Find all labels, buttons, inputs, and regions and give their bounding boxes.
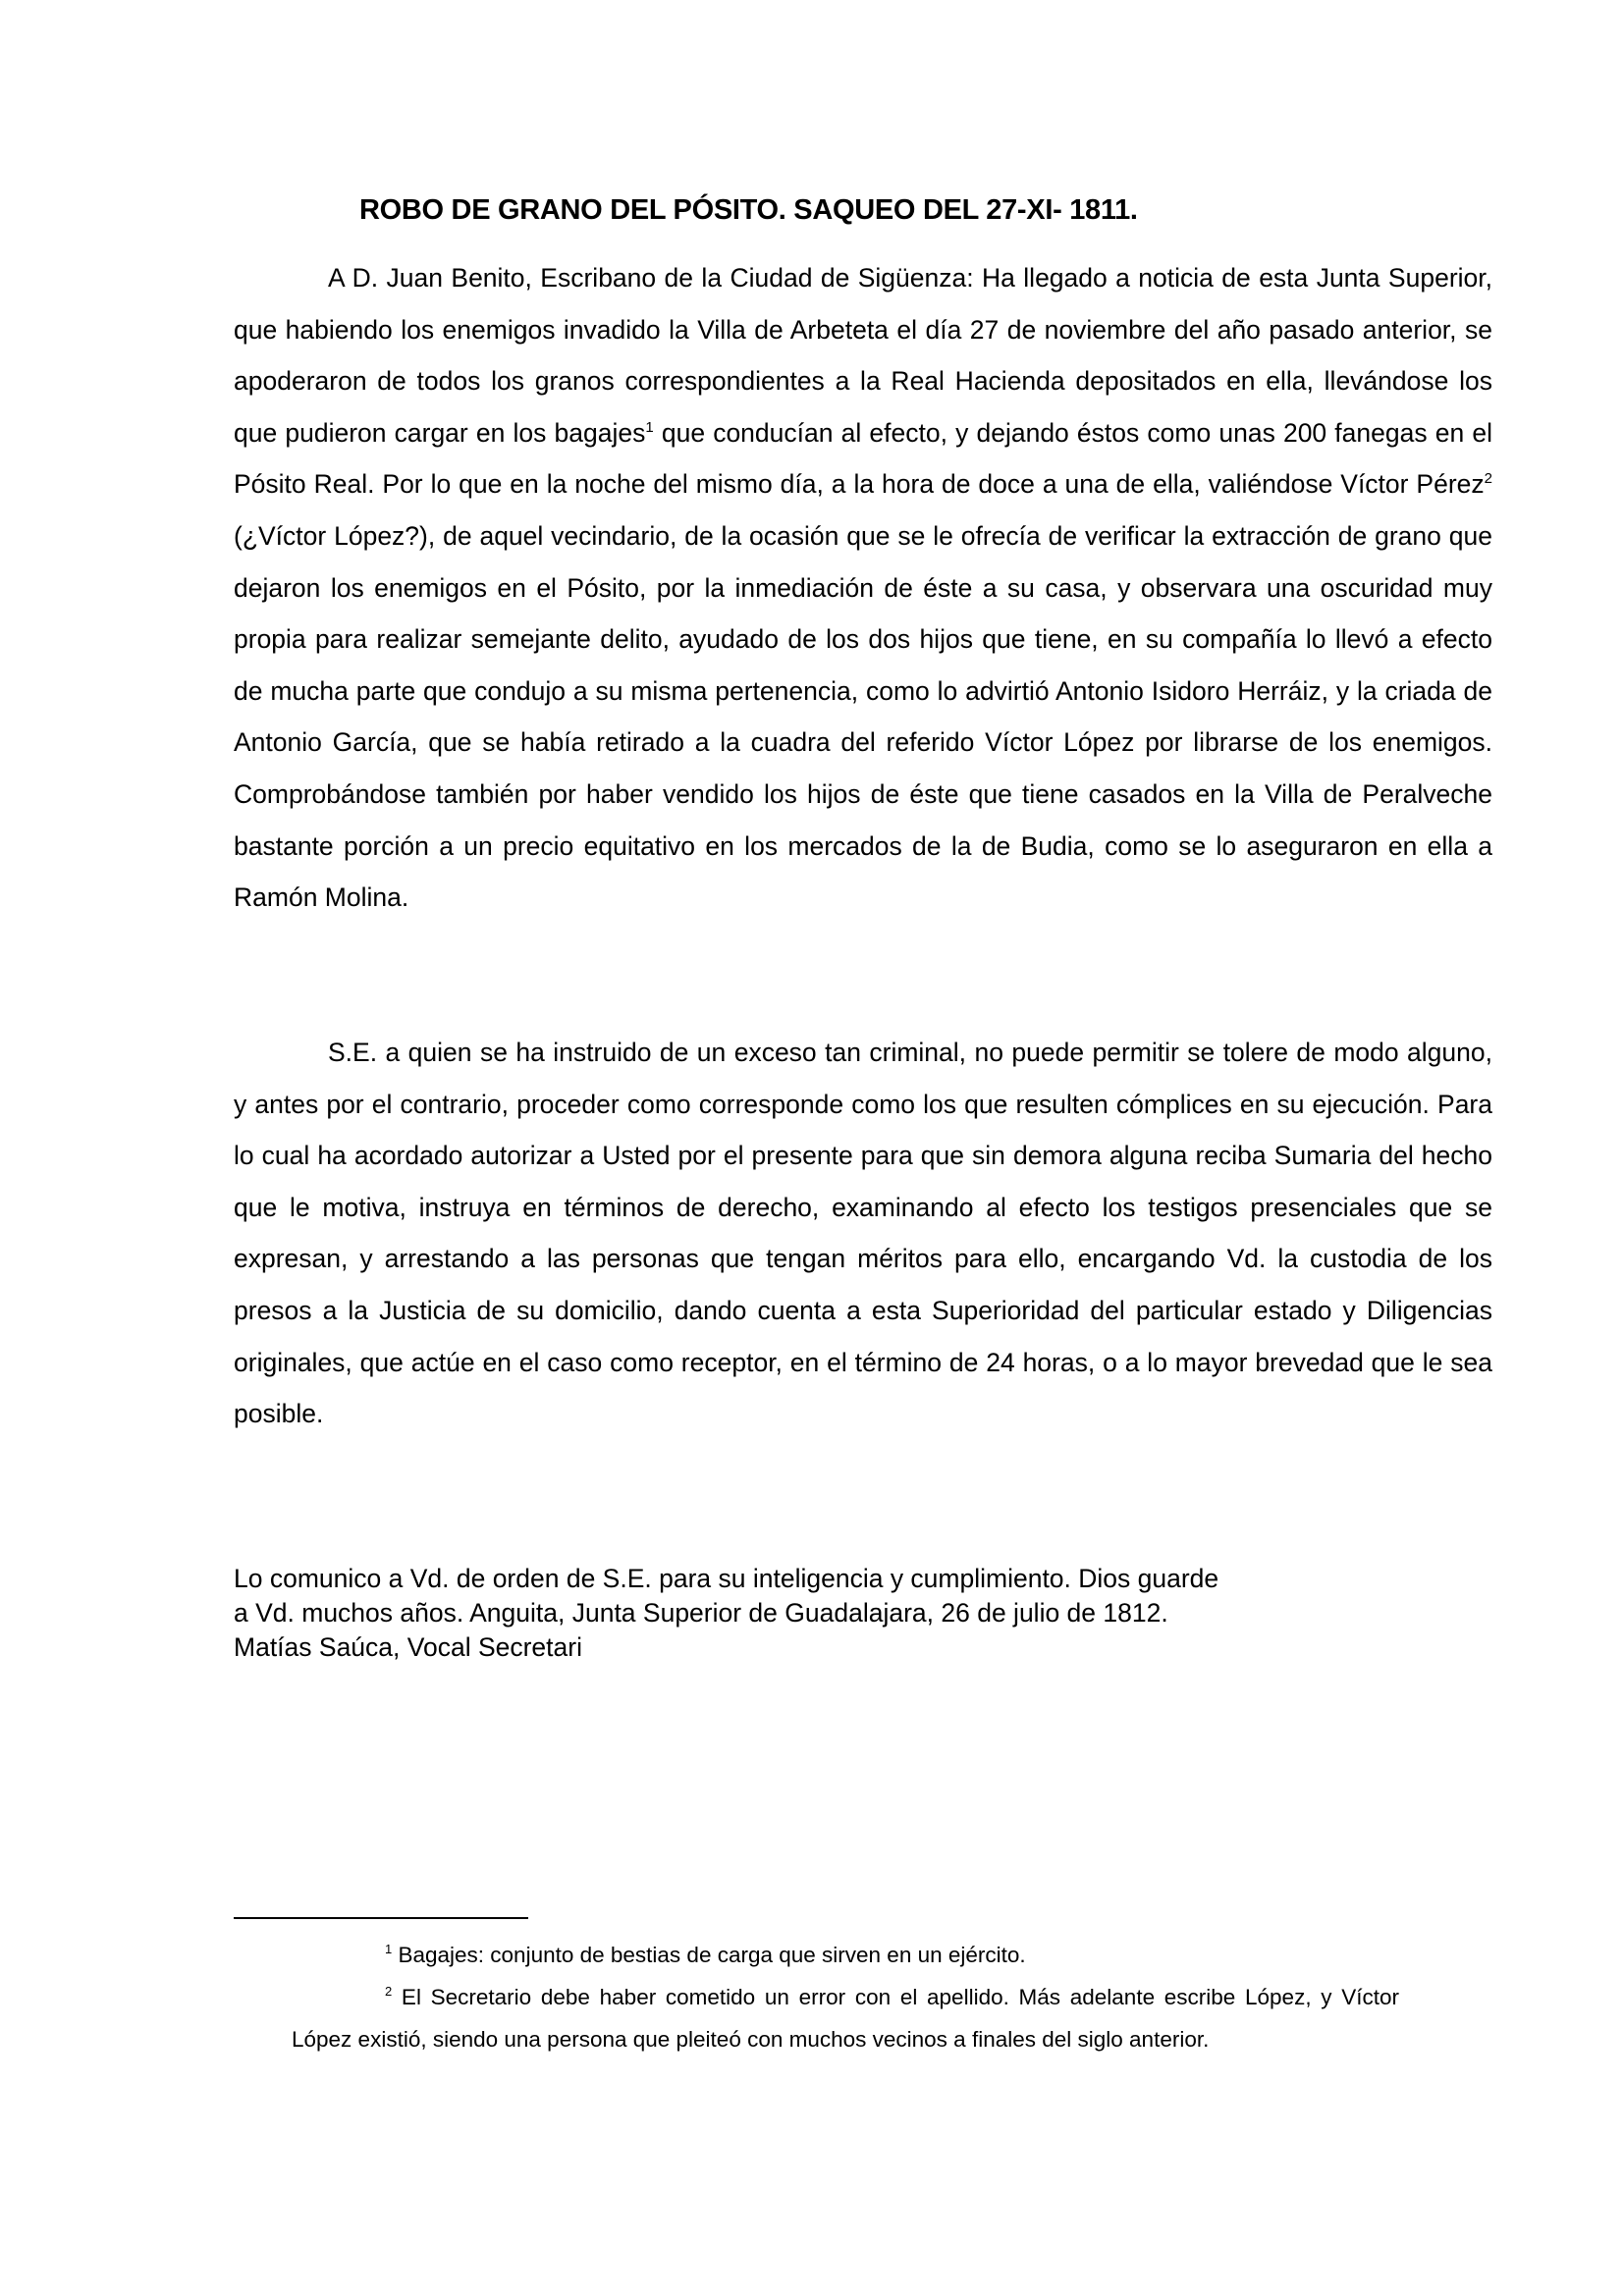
footnote-2 xyxy=(292,1976,1399,2060)
footnote-1 xyxy=(292,1934,1399,1976)
document-title: ROBO DE GRANO DEL PÓSITO. SAQUEO DEL 27-XI- 1811. xyxy=(359,194,1138,226)
footnote-ref-2[interactable]: 2 xyxy=(1484,470,1492,488)
paragraph-1-text-a: A D. Juan Benito, Escribano de la Ciudad de Sigüenza: Ha llegado a noticia de esta Junta Superior, que habiendo los enemigos invadido la Villa de Arbeteta el día 27 de noviembre del año pasado anterior, se apoderaron de todos los granos correspondientes a la Real Hacienda depositados en ella, llevándose los que pudieron cargar en los bagajes xyxy=(234,263,1492,448)
paragraph-1 xyxy=(234,252,1492,924)
signature-line: Matías Saúca, Vocal Secretari xyxy=(234,1632,582,1662)
footnote-number-1: 1 xyxy=(385,1942,393,1956)
closing-line-2: a Vd. muchos años. Anguita, Junta Superior de Guadalajara, 26 de julio de 1812. xyxy=(234,1598,1168,1628)
footnote-2-text: El Secretario debe haber cometido un error con el apellido. Más adelante escribe López, y Víctor López existió, siendo una persona que pleiteó con muchos vecinos a finales del siglo anterior. xyxy=(292,1985,1399,2052)
closing-block xyxy=(234,1562,1218,1665)
footnote-ref-1[interactable]: 1 xyxy=(645,418,654,436)
paragraph-2: S.E. a quien se ha instruido de un exceso tan criminal, no puede permitir se tolere de modo alguno, y antes por el contrario, proceder como corresponde como los que resulten cómplices en su ejecución. Para lo cual ha acordado autorizar a Usted por el presente para que sin demora alguna reciba Sumaria del hecho que le motiva, instruya en términos de derecho, examinando al efecto los testigos presenciales que se expresan, y arrestando a las personas que tengan méritos para ello, encargando Vd. la custodia de los presos a la Justicia de su domicilio, dando cuenta a esta Superioridad del particular estado y Diligencias originales, que actúe en el caso como receptor, en el término de 24 horas, o a lo mayor brevedad que le sea posible. xyxy=(234,1038,1492,1429)
footnotes xyxy=(292,1934,1399,2060)
footnote-separator xyxy=(234,1917,528,1919)
paragraph-1-text-c: (¿Víctor López?), de aquel vecindario, de la ocasión que se le ofrecía de verificar la extracción de grano que dejaron los enemigos en el Pósito, por la inmediación de éste a su casa, y observara una oscuridad muy propia para realizar semejante delito, ayudado de los dos hijos que tiene, en su compañía lo llevó a efecto de mucha parte que condujo a su misma pertenencia, como lo advirtió Antonio Isidoro Herráiz, y la criada de Antonio García, que se había retirado a la cuadra del referido Víctor López por librarse de los enemigos. Comprobándose también por haber vendido los hijos de éste que tiene casados en la Villa de Peralveche bastante porción a un precio equitativo en los mercados de la de Budia, como se lo aseguraron en ella a Ramón Molina. xyxy=(234,520,1492,913)
paragraph-1-text-b: que conducían al efecto, y dejando éstos como unas 200 fanegas en el Pósito Real. Por lo que en la noche del mismo día, a la hora de doce a una de ella, valiéndose Víctor Pérez xyxy=(234,417,1492,500)
footnote-1-text: Bagajes: conjunto de bestias de carga que sirven en un ejército. xyxy=(392,1943,1026,1967)
footnote-number-2: 2 xyxy=(385,1984,393,1999)
closing-line-1: Lo comunico a Vd. de orden de S.E. para su inteligencia y cumplimiento. Dios guarde xyxy=(234,1564,1219,1593)
